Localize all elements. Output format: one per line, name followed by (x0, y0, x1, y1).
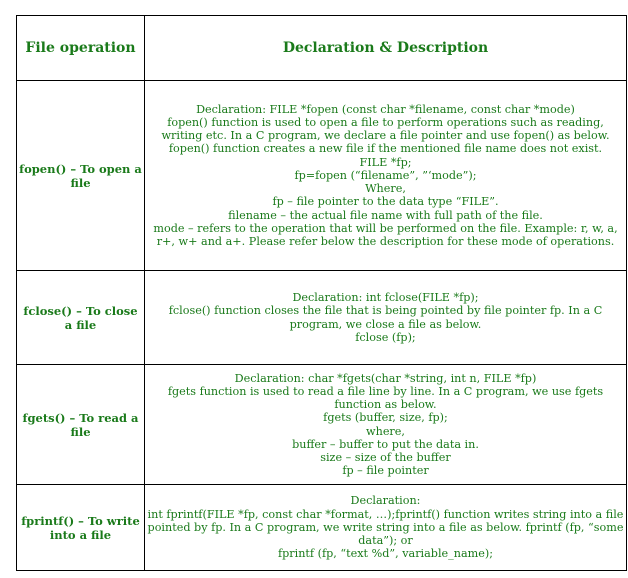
description-line: fclose (fp); (355, 330, 416, 344)
description-line: Declaration: int fclose(FILE *fp); (292, 291, 479, 305)
description-line: fp – file pointer to the data type “FILE”. (272, 195, 499, 209)
description-line: fp=fopen (“filename”, ”‘mode”); (294, 168, 477, 182)
operation-description (145, 365, 627, 485)
description-line: where, (366, 424, 405, 438)
table-row (17, 271, 627, 365)
description-line: Declaration: FILE *fopen (const char *filename, const char *mode) (196, 102, 575, 116)
file-operations-table (16, 15, 627, 571)
header-declaration-description: Declaration & Description (145, 16, 627, 81)
description-line: Where, (365, 182, 406, 196)
description-line: size – size of the buffer (320, 450, 451, 464)
description-line: int fprintf(FILE *fp, const char *format, …);fprintf() function writes string into a file pointed by fp. In a C program, we write string into a file as below. fprintf (fp, “some data”); or (147, 507, 624, 548)
operation-name: fgets() – To read a file (17, 365, 145, 485)
table-row (17, 365, 627, 485)
description-line: fgets (buffer, size, fp); (323, 411, 448, 425)
table-row (17, 81, 627, 271)
description-line: fgets function is used to read a file line by line. In a C program, we use fgets function as below. (167, 384, 604, 412)
header-file-operation: File operation (17, 16, 145, 81)
description-line: mode – refers to the operation that will be performed on the file. Example: r, w, a, r+, w+ and a+. Please refer below the description for these mode of operations. (153, 221, 618, 248)
description-line: FILE *fp; (359, 155, 412, 169)
description-line: filename – the actual file name with full path of the file. (228, 208, 543, 222)
operation-name: fclose() – To close a file (17, 271, 145, 365)
description-line: buffer – buffer to put the data in. (292, 437, 479, 451)
operation-description (145, 271, 627, 365)
operation-name: fprintf() – To write into a file (17, 485, 145, 571)
table-header-row (17, 16, 627, 81)
operation-description (145, 81, 627, 271)
operation-description (145, 485, 627, 571)
description-line: fp – file pointer (342, 464, 429, 478)
description-line: fclose() function closes the file that is being pointed by file pointer fp. In a C program, we close a file as below. (168, 304, 603, 331)
description-line: Declaration: char *fgets(char *string, int n, FILE *fp) (234, 371, 537, 385)
description-line: fprintf (fp, “text %d”, variable_name); (277, 547, 493, 561)
table-row (17, 485, 627, 571)
description-line: fopen() function is used to open a file to perform operations such as reading, writing etc. In a C program, we declare a file pointer and use fopen() as below. fopen() function creates a new file if the mentioned file name does not exist. (161, 116, 610, 156)
description-line: Declaration: (350, 494, 421, 508)
operation-name: fopen() – To open a file (17, 81, 145, 271)
